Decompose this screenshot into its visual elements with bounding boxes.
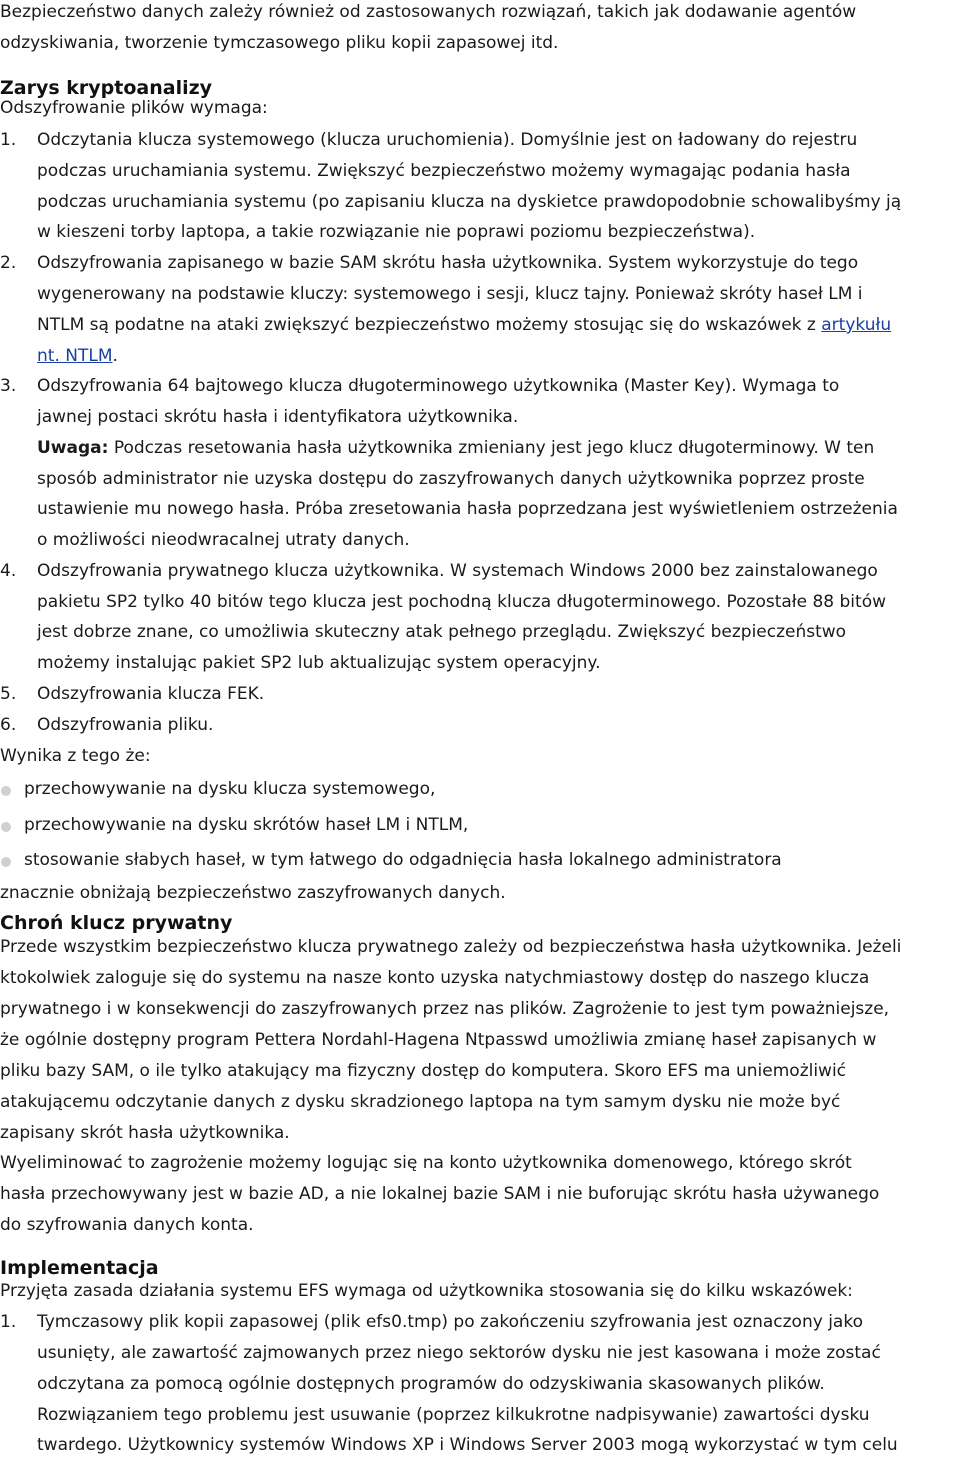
list-number: 3. <box>0 376 17 396</box>
list-item-line: możemy instalując pakiet SP2 lub aktualizując system operacyjny. <box>37 653 601 673</box>
list-number: 4. <box>0 561 17 581</box>
section-intro: Przyjęta zasada działania systemu EFS wymaga od użytkownika stosowania się do kilku wskazówek: <box>0 1281 853 1301</box>
list-item-line <box>37 315 891 335</box>
paragraph-line: ktokolwiek zaloguje się do systemu na nasze konto uzyska natychmiastowy dostęp do naszego klucza <box>0 968 870 988</box>
intro-line-1: Bezpieczeństwo danych zależy również od zastosowanych rozwiązań, takich jak dodawanie agentów <box>0 2 857 22</box>
list-item-line: Odszyfrowania zapisanego w bazie SAM skrótu hasła użytkownika. System wykorzystuje do tego <box>37 253 859 273</box>
paragraph-line: atakującemu odczytanie danych z dysku skradzionego laptopa na tym samym dysku nie może być <box>0 1092 841 1112</box>
list-item-line: jawnej postaci skrótu hasła i identyfikatora użytkownika. <box>37 407 519 427</box>
list-item-line: Odczytania klucza systemowego (klucza uruchomienia). Domyślnie jest on ładowany do rejestru <box>37 130 858 150</box>
heading-implementacja: Implementacja <box>0 1257 159 1279</box>
list-item-line: podczas uruchamiania systemu (po zapisaniu klucza na dyskietce prawdopodobnie schowalibyśmy ją <box>37 192 902 212</box>
list-number: 2. <box>0 253 17 273</box>
list-item-line: wygenerowany na podstawie kluczy: systemowego i sesji, klucz tajny. Ponieważ skróty haseł LM i <box>37 284 863 304</box>
paragraph-line: pliku bazy SAM, o ile tylko atakujący ma fizyczny dostęp do komputera. Skoro EFS ma uniemożliwić <box>0 1061 847 1081</box>
ntlm-link[interactable]: nt. NTLM <box>37 346 113 366</box>
list-number: 1. <box>0 130 17 150</box>
list-item-line: Odszyfrowania pliku. <box>37 715 214 735</box>
list-item-line: twardego. Użytkownicy systemów Windows XP i Windows Server 2003 mogą wykorzystać w tym celu <box>37 1435 898 1455</box>
bullet-item: przechowywanie na dysku skrótów haseł LM i NTLM, <box>24 815 469 835</box>
note-text: Podczas resetowania hasła użytkownika zmieniany jest jego klucz długoterminowy. W ten <box>108 438 875 458</box>
bullet-icon <box>1 786 11 796</box>
subheading: Odszyfrowanie plików wymaga: <box>0 98 268 118</box>
list-item-line: usunięty, ale zawartość zajmowanych przez niego sektorów dysku nie jest kasowana i może zostać <box>37 1343 881 1363</box>
list-item-line: Tymczasowy plik kopii zapasowej (plik efs0.tmp) po zakończeniu szyfrowania jest oznaczony jako <box>37 1312 863 1332</box>
list-item-text: NTLM są podatne na ataki zwiększyć bezpieczeństwo możemy stosując się do wskazówek z <box>37 315 822 335</box>
list-number: 6. <box>0 715 17 735</box>
list-item-line: Odszyfrowania prywatnego klucza użytkownika. W systemach Windows 2000 bez zainstalowanego <box>37 561 878 581</box>
note-line: o możliwości nieodwracalnej utraty danych. <box>37 530 410 550</box>
list-item-line: odczytana za pomocą ogólnie dostępnych programów do odzyskiwania skasowanych plików. <box>37 1374 825 1394</box>
bullet-icon <box>1 822 11 832</box>
note-line: ustawienie mu nowego hasła. Próba zresetowania hasła poprzedzana jest wyświetleniem ostrzeżenia <box>37 499 898 519</box>
bullet-item: przechowywanie na dysku klucza systemowego, <box>24 779 436 799</box>
list-item-line: podczas uruchamiania systemu. Zwiększyć bezpieczeństwo możemy wymagając podania hasła <box>37 161 851 181</box>
intro-line-2: odzyskiwania, tworzenie tymczasowego pliku kopii zapasowej itd. <box>0 33 559 53</box>
paragraph-line: zapisany skrót hasła użytkownika. <box>0 1123 290 1143</box>
conclusion-intro: Wynika z tego że: <box>0 746 151 766</box>
note-line: sposób administrator nie uzyska dostępu do zaszyfrowanych danych użytkownika poprzez proste <box>37 469 865 489</box>
list-item-line: w kieszeni torby laptopa, a takie rozwiązanie nie poprawi poziomu bezpieczeństwa). <box>37 222 756 242</box>
article-link[interactable]: artykułu <box>821 315 892 335</box>
paragraph-line: prywatnego i w konsekwencji do zaszyfrowanych przez nas plików. Zagrożenie to jest tym poważniejsze, <box>0 999 890 1019</box>
conclusion: znacznie obniżają bezpieczeństwo zaszyfrowanych danych. <box>0 883 506 903</box>
paragraph-line: do szyfrowania danych konta. <box>0 1215 254 1235</box>
paragraph-line: hasła przechowywany jest w bazie AD, a nie lokalnej bazie SAM i nie buforując skrótu hasła używanego <box>0 1184 880 1204</box>
note-line <box>37 438 874 458</box>
list-item-line: Rozwiązaniem tego problemu jest usuwanie (poprzez kilkukrotne nadpisywanie) zawartości dysku <box>37 1405 870 1425</box>
list-number: 1. <box>0 1312 17 1332</box>
heading-zarys-kryptoanalizy: Zarys kryptoanalizy <box>0 77 213 99</box>
paragraph-line: Przede wszystkim bezpieczeństwo klucza prywatnego zależy od bezpieczeństwa hasła użytkownika. Jeżeli <box>0 937 902 957</box>
note-label: Uwaga: <box>37 438 109 458</box>
list-item-line: Odszyfrowania 64 bajtowego klucza długoterminowego użytkownika (Master Key). Wymaga to <box>37 376 840 396</box>
list-item-line: pakietu SP2 tylko 40 bitów tego klucza jest pochodną klucza długoterminowego. Pozostałe 88 bitów <box>37 592 887 612</box>
list-item-text: . <box>112 346 118 366</box>
heading-chron-klucz-prywatny: Chroń klucz prywatny <box>0 912 233 934</box>
list-item-line <box>37 346 118 366</box>
list-item-line: jest dobrze znane, co umożliwia skuteczny atak pełnego przeglądu. Zwiększyć bezpieczeństwo <box>37 622 847 642</box>
bullet-icon <box>1 857 11 867</box>
list-item-line: Odszyfrowania klucza FEK. <box>37 684 265 704</box>
bullet-item: stosowanie słabych haseł, w tym łatwego do odgadnięcia hasła lokalnego administratora <box>24 850 782 870</box>
paragraph-line: że ogólnie dostępny program Pettera Nordahl-Hagena Ntpasswd umożliwia zmianę haseł zapisanych w <box>0 1030 877 1050</box>
paragraph-line: Wyeliminować to zagrożenie możemy logując się na konto użytkownika domenowego, którego skrót <box>0 1153 852 1173</box>
list-number: 5. <box>0 684 17 704</box>
